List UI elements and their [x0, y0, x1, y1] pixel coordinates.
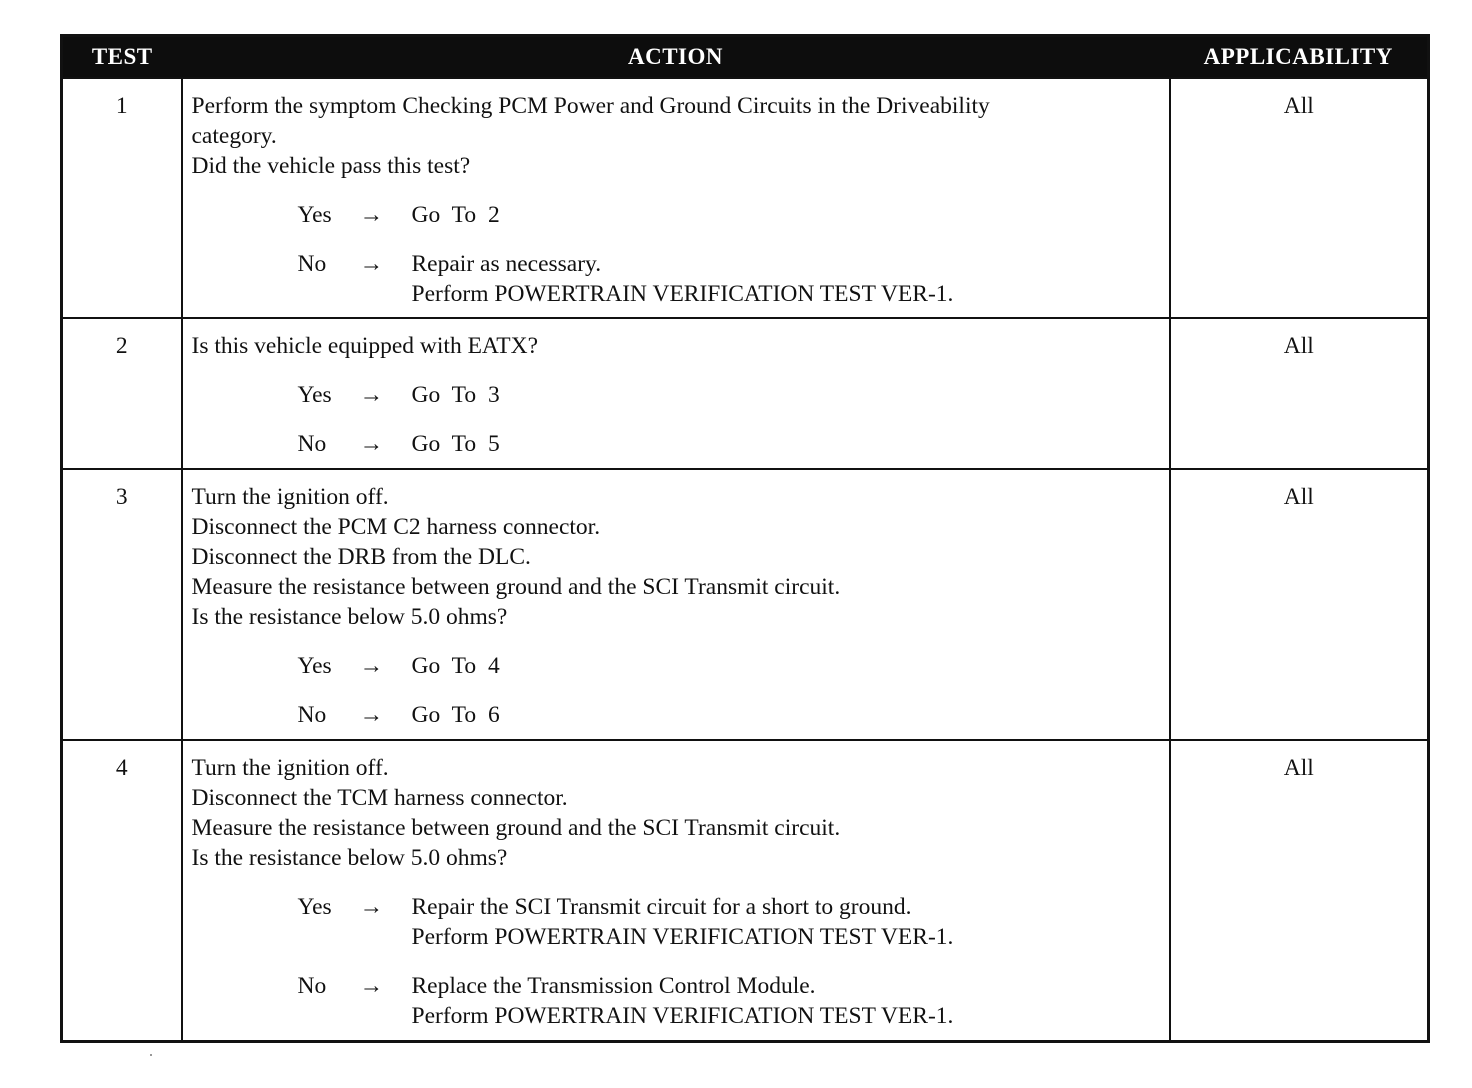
- arrow-right-icon: →: [359, 894, 383, 920]
- answer-result: [412, 429, 1161, 459]
- table-header: [62, 36, 1429, 79]
- stray-mark: [150, 1054, 152, 1056]
- answer-result: [412, 249, 1161, 309]
- result-line: Perform POWERTRAIN VERIFICATION TEST VER-1.: [411, 924, 954, 950]
- arrow-right-icon: →: [359, 382, 383, 408]
- arrow-right-icon: →: [359, 431, 383, 457]
- result-line: Perform POWERTRAIN VERIFICATION TEST VER-1.: [411, 1003, 954, 1029]
- answer-result: [412, 200, 1161, 230]
- result-line: Go To 6: [411, 702, 500, 728]
- instruction-line: Perform the symptom Checking PCM Power and Ground Circuits in the Driveability: [191, 93, 990, 119]
- applicability-value: All: [1170, 740, 1429, 1041]
- answer-yes: [192, 892, 1161, 952]
- arrow-right-icon: →: [359, 251, 383, 277]
- arrow-right-icon: →: [359, 702, 383, 728]
- result-line: Go To 4: [411, 653, 500, 679]
- header-row: [62, 36, 1429, 79]
- result-line: Repair as necessary.: [411, 251, 602, 277]
- applicability-value: All: [1170, 78, 1429, 318]
- instruction-line: Disconnect the TCM harness connector.: [191, 785, 568, 811]
- applicability-value: All: [1170, 469, 1429, 740]
- result-line: Perform POWERTRAIN VERIFICATION TEST VER-1.: [411, 281, 954, 307]
- answer-label: No: [297, 251, 327, 277]
- test-number: 1: [62, 78, 182, 318]
- instruction-line: Is the resistance below 5.0 ohms?: [191, 845, 508, 871]
- test-number: 2: [62, 318, 182, 469]
- answer-options: [192, 200, 1161, 309]
- answer-options: [192, 892, 1161, 1031]
- answer-no: [192, 971, 1161, 1031]
- applicability-value: All: [1170, 318, 1429, 469]
- instruction-line: Turn the ignition off.: [191, 484, 389, 510]
- action-cell: [182, 318, 1170, 469]
- instruction-line: category.: [191, 123, 277, 149]
- test-number: 3: [62, 469, 182, 740]
- answer-options: [192, 380, 1161, 459]
- answer-result: [412, 892, 1161, 952]
- arrow-right-icon: →: [359, 973, 383, 999]
- test-number: 4: [62, 740, 182, 1041]
- table-row: [62, 318, 1429, 469]
- answer-label: No: [297, 702, 327, 728]
- answer-yes: [192, 380, 1161, 410]
- answer-no: [192, 249, 1161, 309]
- table-body: [62, 78, 1429, 1041]
- result-line: Go To 2: [411, 202, 500, 228]
- answer-label: Yes: [297, 382, 332, 408]
- answer-result: [412, 380, 1161, 410]
- answer-result: [412, 971, 1161, 1031]
- answer-label: No: [297, 973, 327, 999]
- answer-result: [412, 700, 1161, 730]
- arrow-right-icon: →: [359, 202, 383, 228]
- answer-label: Yes: [297, 202, 332, 228]
- instruction-line: Disconnect the PCM C2 harness connector.: [191, 514, 601, 540]
- action-cell: [182, 78, 1170, 318]
- instruction-line: Turn the ignition off.: [191, 755, 389, 781]
- result-line: Go To 5: [411, 431, 500, 457]
- instruction-line: Did the vehicle pass this test?: [191, 153, 471, 179]
- table-row: [62, 740, 1429, 1041]
- diagnostic-test-table: [60, 34, 1430, 1043]
- result-line: Repair the SCI Transmit circuit for a short to ground.: [411, 894, 912, 920]
- table-row: [62, 78, 1429, 318]
- instruction-line: Measure the resistance between ground and the SCI Transmit circuit.: [191, 815, 841, 841]
- instruction-line: Measure the resistance between ground and the SCI Transmit circuit.: [191, 574, 841, 600]
- header-action: ACTION: [182, 36, 1170, 79]
- answer-label: No: [297, 431, 327, 457]
- header-test: TEST: [62, 36, 182, 79]
- result-line: Go To 3: [411, 382, 500, 408]
- answer-no: [192, 429, 1161, 459]
- table-row: [62, 469, 1429, 740]
- instruction-line: Is the resistance below 5.0 ohms?: [191, 604, 508, 630]
- instruction-line: Is this vehicle equipped with EATX?: [191, 333, 539, 359]
- answer-label: Yes: [297, 894, 332, 920]
- action-cell: [182, 740, 1170, 1041]
- answer-result: [412, 651, 1161, 681]
- action-cell: [182, 469, 1170, 740]
- answer-yes: [192, 200, 1161, 230]
- header-applicability: APPLICABILITY: [1170, 36, 1429, 79]
- result-line: Replace the Transmission Control Module.: [411, 973, 816, 999]
- answer-yes: [192, 651, 1161, 681]
- answer-options: [192, 651, 1161, 730]
- answer-no: [192, 700, 1161, 730]
- answer-label: Yes: [297, 653, 332, 679]
- arrow-right-icon: →: [359, 653, 383, 679]
- instruction-line: Disconnect the DRB from the DLC.: [191, 544, 531, 570]
